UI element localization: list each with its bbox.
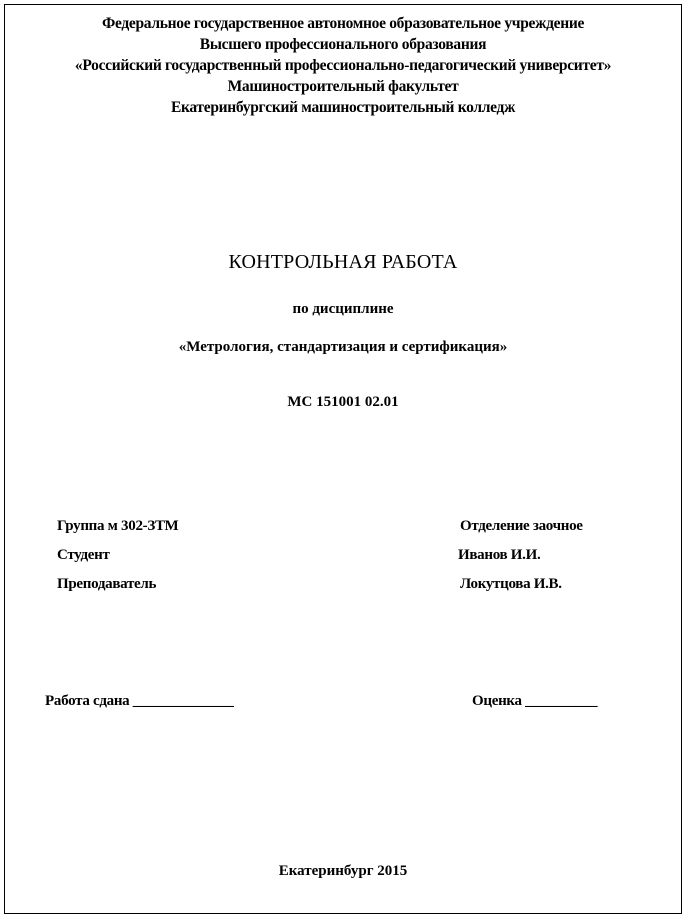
city-year: Екатеринбург 2015 <box>278 863 408 879</box>
document-code: МС 151001 02.01 <box>287 394 399 410</box>
page-frame <box>4 4 682 914</box>
grade-field: Оценка __________ <box>472 693 598 709</box>
institution-header <box>5 13 681 118</box>
header-line-faculty: Машиностроительный факультет <box>227 78 459 95</box>
submitted-field: Работа сдана ______________ <box>45 693 234 709</box>
header-line-education: Высшего профессионального образования <box>199 36 487 53</box>
document-title: КОНТРОЛЬНАЯ РАБОТА <box>228 251 458 273</box>
header-line-university: «Российский государственный профессионально-педагогический университет» <box>74 57 612 74</box>
document-subtitle: по дисциплине <box>292 301 394 317</box>
student-label: Студент <box>57 547 110 563</box>
header-line-college: Екатеринбургский машиностроительный колледж <box>170 99 516 116</box>
department-value: Отделение заочное <box>460 518 583 534</box>
document-discipline: «Метрология, стандартизация и сертификация» <box>178 339 508 355</box>
student-name: Иванов И.И. <box>458 547 541 563</box>
teacher-name: Локутцова И.В. <box>460 576 562 592</box>
teacher-label: Преподаватель <box>57 576 157 592</box>
group-label: Группа м 302-ЗТМ <box>57 518 179 534</box>
header-line-organization: Федеральное государственное автономное образовательное учреждение <box>101 15 585 32</box>
